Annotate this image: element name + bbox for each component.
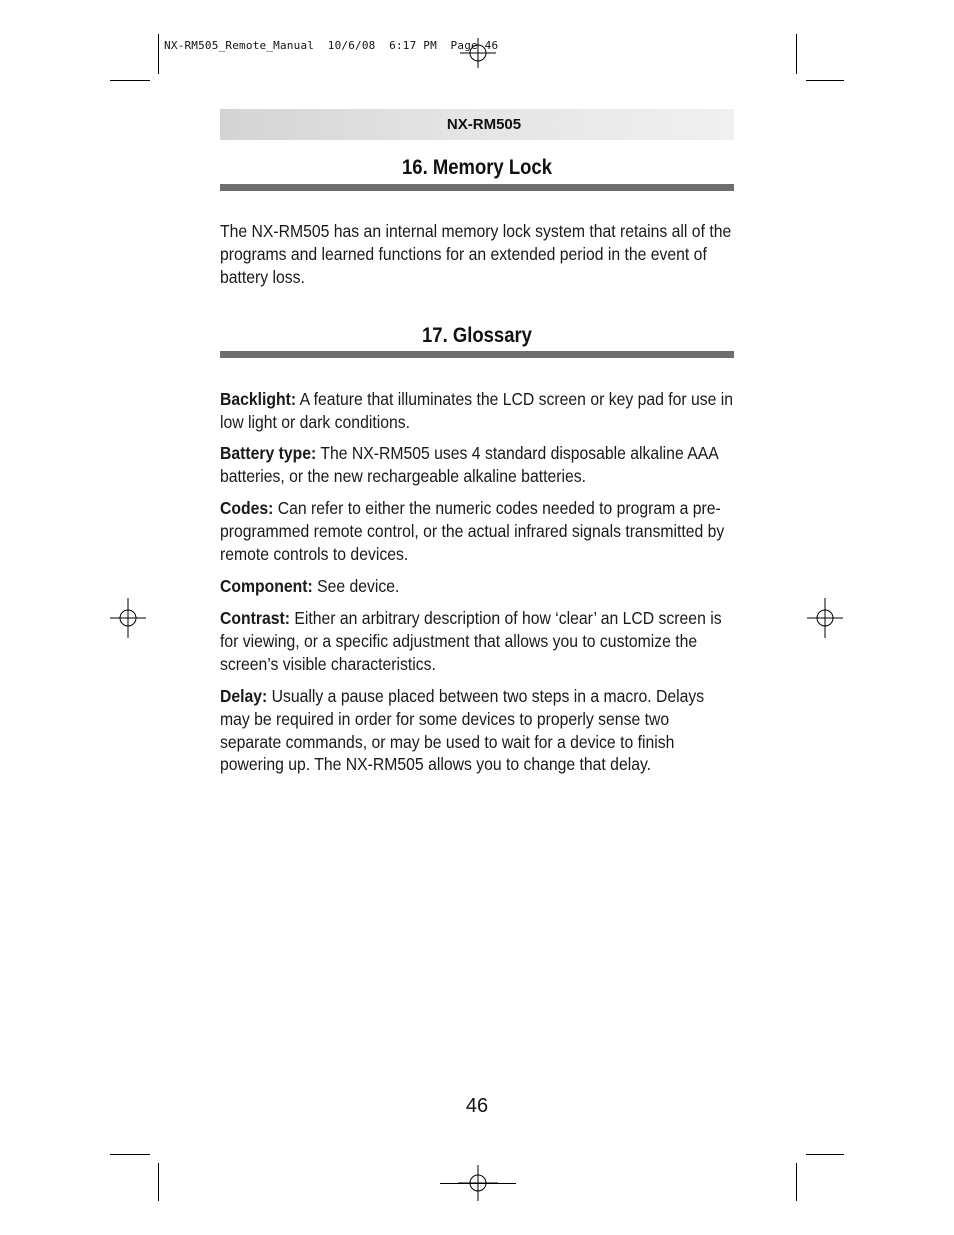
crop-mark — [806, 80, 844, 81]
crop-mark — [806, 1154, 844, 1155]
glossary-entry-text — [220, 497, 734, 565]
header-model-label: NX-RM505 — [446, 116, 522, 133]
crop-mark — [158, 1163, 159, 1201]
registration-mark-icon — [805, 598, 845, 638]
glossary-term: Component: — [220, 576, 313, 596]
glossary-term: Delay: — [220, 686, 268, 706]
section-rule — [220, 184, 734, 191]
glossary-entry-backlight — [220, 388, 791, 434]
glossary-term: Battery type: — [220, 443, 317, 463]
crop-mark — [440, 1183, 516, 1184]
running-header — [220, 109, 734, 140]
memory-lock-paragraph — [220, 220, 791, 288]
glossary-entry-battery-type — [220, 442, 791, 488]
crop-mark — [158, 34, 159, 74]
glossary-term: Backlight: — [220, 389, 297, 409]
glossary-term: Codes: — [220, 498, 274, 518]
paragraph-text: The NX-RM505 has an internal memory lock system that retains all of the programs and learned functions for an extended period in the event of battery loss. — [220, 221, 732, 287]
crop-mark — [110, 1154, 150, 1155]
crop-mark — [796, 1163, 797, 1201]
registration-mark-icon — [108, 598, 148, 638]
glossary-definition: A feature that illuminates the LCD screen or key pad for use in low light or dark conditions. — [220, 389, 734, 432]
section-title-memory-lock: 16. Memory Lock — [402, 156, 552, 179]
glossary-definition: Either an arbitrary description of how ‘clear’ an LCD screen is for viewing, or a specific adjustment that allows you to customize the screen’s visible characteristics. — [220, 608, 722, 674]
section-rule — [220, 351, 734, 358]
glossary-definition: See device. — [317, 576, 400, 596]
crop-mark — [796, 34, 797, 74]
glossary-entry-text — [220, 575, 734, 598]
glossary-definition: The NX-RM505 uses 4 standard disposable alkaline AAA batteries, or the new rechargeable alkaline batteries. — [220, 443, 718, 486]
page-number: 46 — [465, 1095, 489, 1117]
glossary-entry-text — [220, 388, 734, 434]
glossary-entry-text — [220, 442, 734, 488]
registration-mark-icon — [458, 33, 498, 73]
glossary-entry-codes — [220, 497, 791, 565]
glossary-entry-delay — [220, 685, 791, 776]
glossary-definition: Usually a pause placed between two steps in a macro. Delays may be required in order for some devices to properly sense two separate commands, or may be used to wait for a device to finish powering up. The NX-RM505 allows you to change that delay. — [220, 686, 705, 775]
section-title-glossary: 17. Glossary — [422, 324, 532, 347]
glossary-entry-text — [220, 685, 734, 776]
glossary-entry-text — [220, 607, 734, 675]
glossary-definition: Can refer to either the numeric codes needed to program a pre-programmed remote control, or the actual infrared signals transmitted by remote controls to devices. — [220, 498, 725, 564]
glossary-entry-contrast — [220, 607, 791, 675]
print-slug: NX-RM505_Remote_Manual 10/6/08 6:17 PM Page 46 — [164, 39, 499, 52]
glossary-term: Contrast: — [220, 608, 291, 628]
glossary-entry-component — [220, 575, 791, 598]
crop-mark — [110, 80, 150, 81]
